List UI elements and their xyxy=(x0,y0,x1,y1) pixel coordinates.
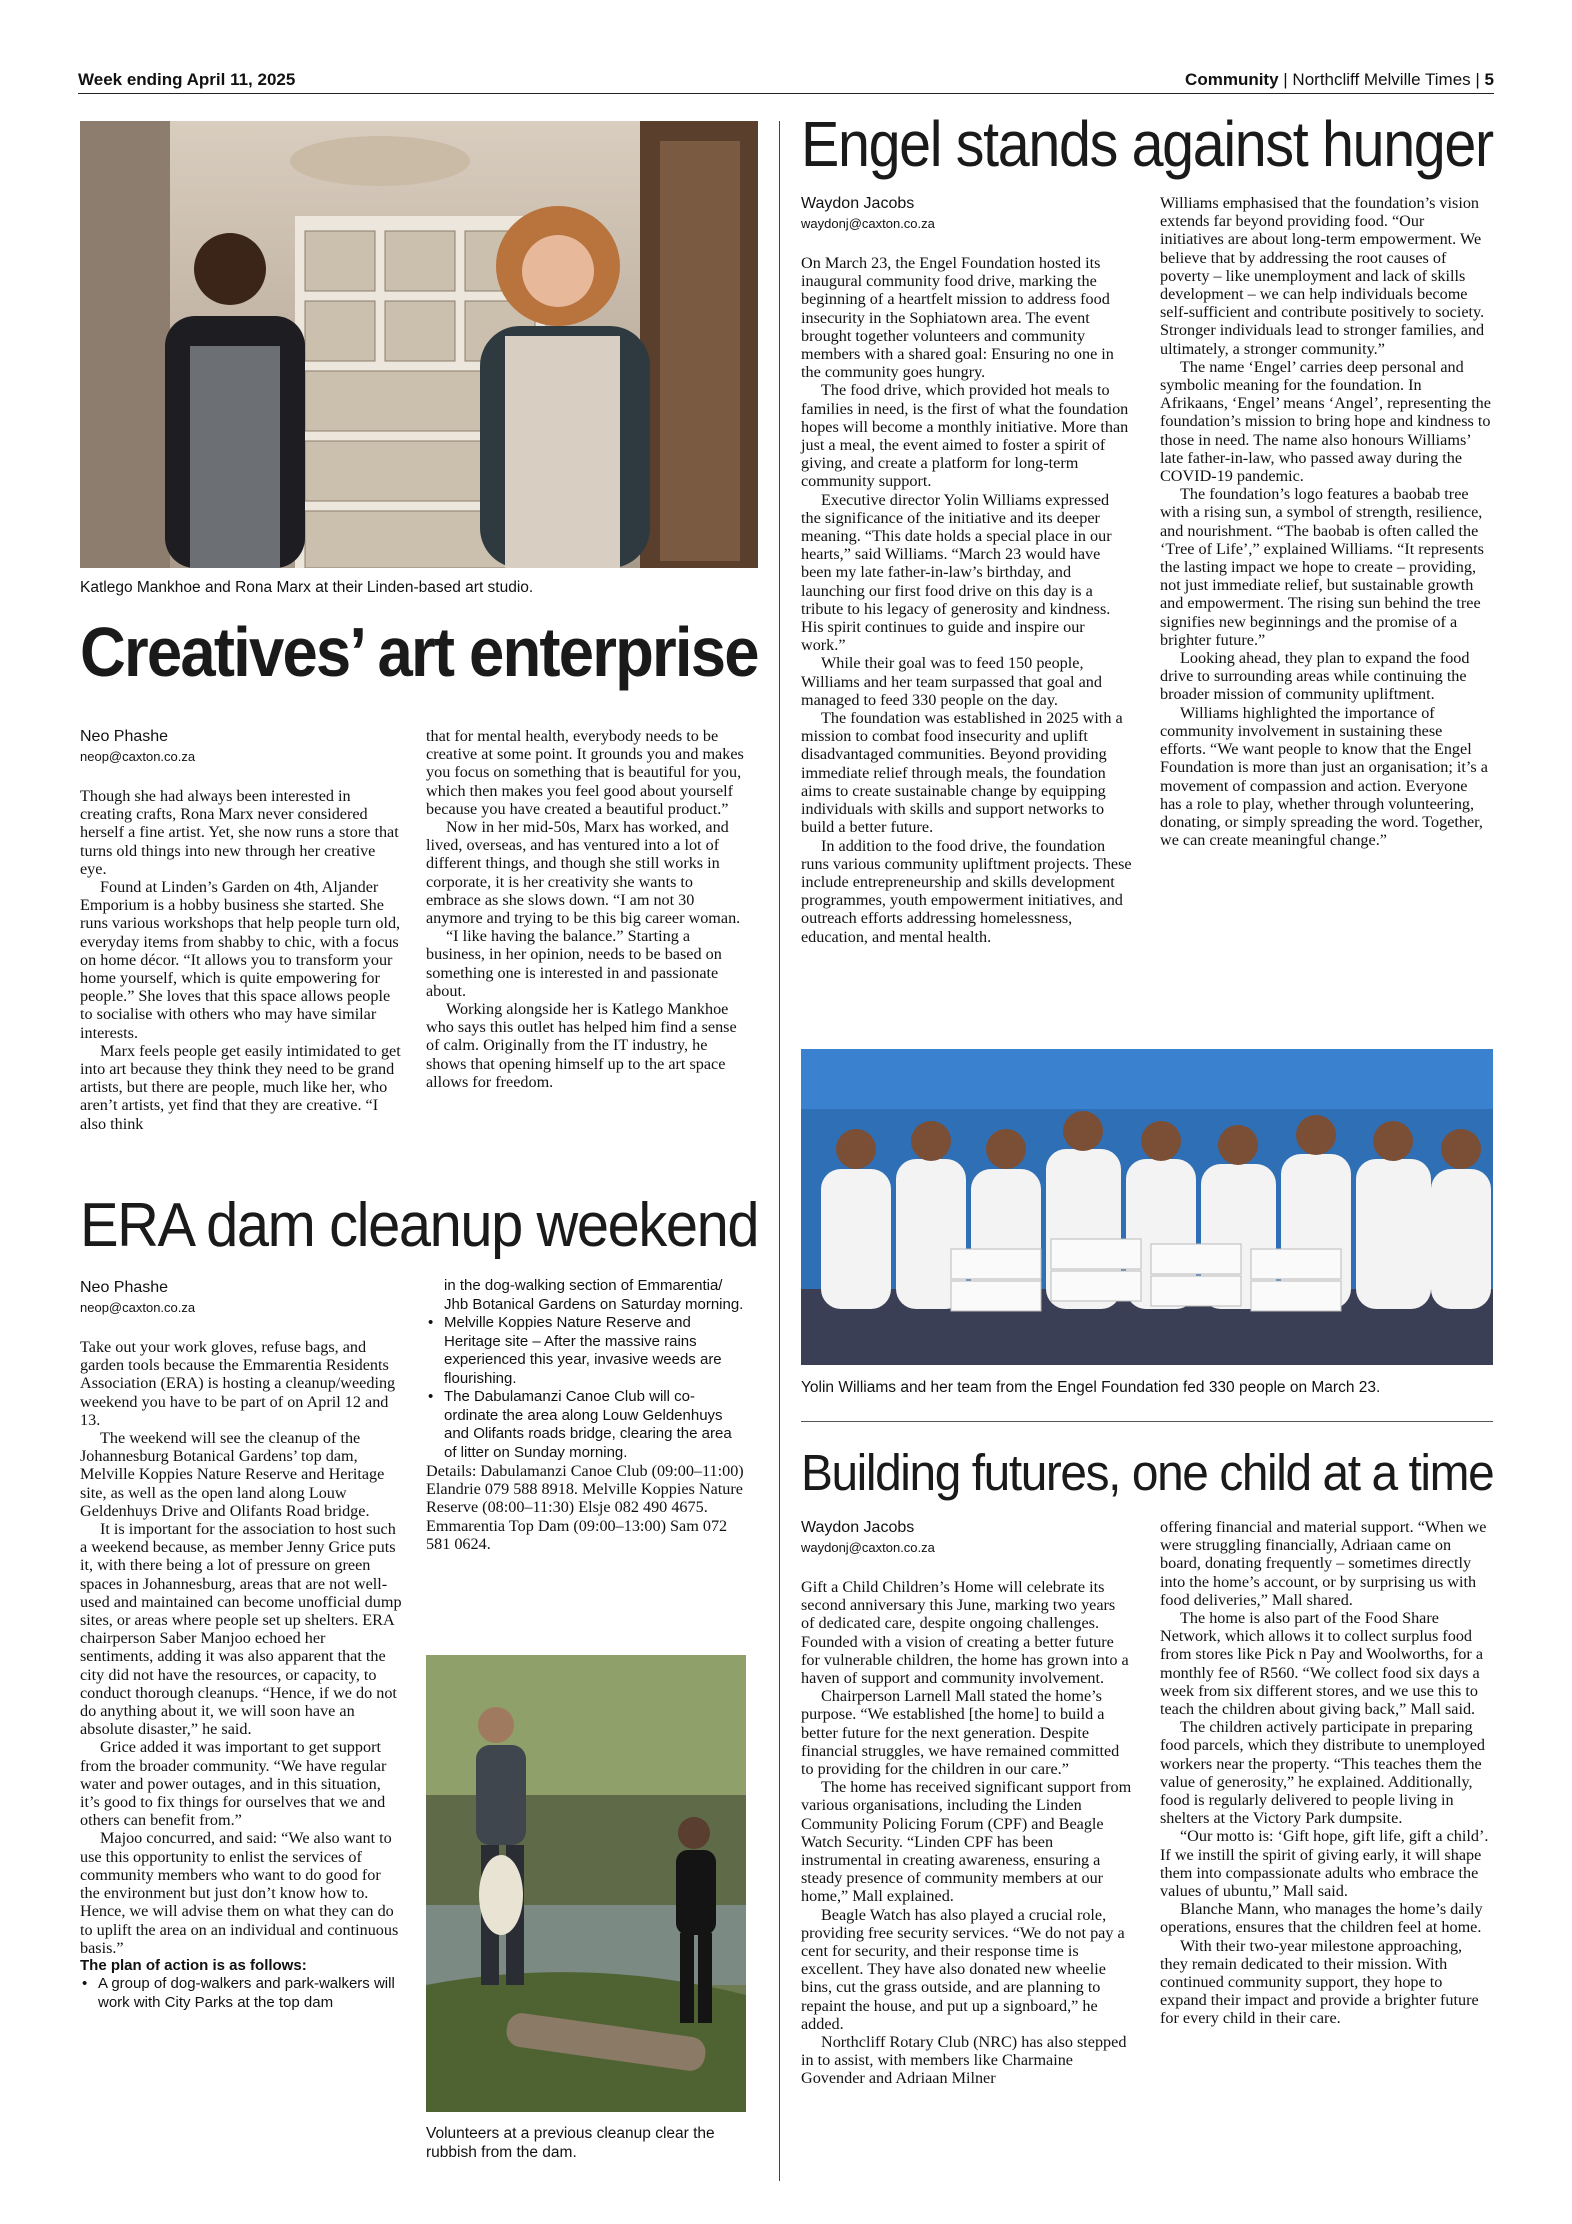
plan-list xyxy=(80,1975,402,2012)
headline-era-dam: ERA dam cleanup weekend xyxy=(80,1191,759,1260)
paragraph: The home is also part of the Food Share Network, which allows it to collect surplus food from stores like Pick n Pay and Woolworths, for a monthly fee of R560. “We collect food six days a week from six different stores, and we use this to teach the children about giving back,” Mall said. xyxy=(1160,1609,1483,1719)
paragraph: Working alongside her is Katlego Mankhoe who says this outlet has helped him find a sense of calm. Originally from the IT industry, he shows that opening himself up to the art space allows for freedom. xyxy=(426,1000,737,1091)
article3-column1 xyxy=(801,254,1132,946)
dam-cleanup-illustration xyxy=(426,1655,746,2112)
paragraph: Majoo concurred, and said: “We also want to use this opportunity to enlist the services of community members who want to do good for the environment but just don’t know how to. Hence, we will advise them on what they can do to uplift the area on an individual and continuous basis.” xyxy=(80,1829,399,1957)
paragraph: Beagle Watch has also played a crucial role, providing free security services. “We do not pay a cent for security, and their response time is excellent. They have also donated new wheelie bins, cut the grass outside, and are planning to repaint the house, and put up a signboard,” he added. xyxy=(801,1905,1125,2033)
article4-column1 xyxy=(801,1578,1132,2088)
paragraph: offering financial and material support. “When we were struggling financially, Adriaan came on board, donating frequently – sometimes directly into the home’s account, or by surprising us with food deliveries,” Mall shared. xyxy=(1160,1518,1487,1609)
plan-item: • A group of dog-walkers and park-walkers will work with City Parks at the top dam xyxy=(96,1975,402,2012)
paragraph: While their goal was to feed 150 people, Williams and her team surpassed that goal and managed to feed 330 people on the day. xyxy=(801,654,1102,709)
paragraph: With their two-year milestone approaching, they remain dedicated to their mission. With continued community support, they hope to expand their impact and provide a brighter future for every child in their care. xyxy=(1160,1936,1479,2028)
paragraph: “I like having the balance.” Starting a business, in her opinion, needs to be based on something one is interested in and passionate about. xyxy=(426,927,722,1000)
paragraph: The foundation was established in 2025 with a mission to combat food insecurity and uplift disadvantaged communities. Beyond providing immediate relief through meals, the foundation aims to create sustainable change by equipping individuals with skills and support networks to build a better future. xyxy=(801,709,1123,837)
column-rule xyxy=(779,121,780,2181)
art-studio-illustration xyxy=(80,121,758,568)
paragraph: Now in her mid-50s, Marx has worked, and lived, overseas, and has ventured into a lot of different things, and though she still works in corporate, it is her creativity she wants to embrace as she slows down. “I am not 30 anymore and trying to be this big career woman. xyxy=(426,818,741,928)
issue-date: Week ending April 11, 2025 xyxy=(78,70,296,89)
plan-item-continued: in the dog-walking section of Emmarentia/ Jhb Botanical Gardens on Saturday morning. xyxy=(444,1277,744,1313)
paragraph: The name ‘Engel’ carries deep personal and symbolic meaning for the foundation. In Afrikaans, ‘Engel’ means ‘Angel’, representing the foundation’s mission to bring hope and kindness to those in need. The name also honours Williams’ late father-in-law, who passed away during the COVID-19 pandemic. xyxy=(1160,357,1491,486)
page-header-section: Community | Northcliff Melville Times | 5 xyxy=(1185,70,1494,89)
art-photo-caption: Katlego Mankhoe and Rona Marx at their Linden-based art studio. xyxy=(80,579,534,596)
paragraph: “Our motto is: ‘Gift hope, gift life, gift a child’. If we instill the spirit of giving early, it will shape them into compassionate adults who embrace the values of ubuntu,” Mall said. xyxy=(1160,1827,1489,1901)
paragraph: Take out your work gloves, refuse bags, and garden tools because the Emmarentia Residents Association (ERA) is hosting a cleanup/weeding weekend you have to be part of on April 12 and 13. xyxy=(80,1338,396,1429)
article2-column1 xyxy=(80,1338,402,2012)
byline-email: waydonj@caxton.co.za xyxy=(801,216,935,231)
paragraph: Northcliff Rotary Club (NRC) has also stepped in to assist, with members like Charmaine Govender and Adriaan Milner xyxy=(801,2033,1127,2088)
paragraph: The food drive, which provided hot meals to families in need, is the first of what the foundation hopes will become a monthly initiative. More than just a meal, the event aimed to foster a spirit of giving, and create a platform for long-term community support. xyxy=(801,381,1129,491)
paragraph: Blanche Mann, who manages the home’s daily operations, ensures that the children feel at home. xyxy=(1160,1900,1483,1937)
header-rule xyxy=(78,93,1494,94)
article1-column2 xyxy=(426,727,748,1091)
paragraph: In addition to the food drive, the foundation runs various community upliftment projects. These include entrepreneurship and skills development programmes, youth empowerment initiatives, and outreach efforts addressing homelessness, education, and mental health. xyxy=(801,836,1132,946)
paragraph: The foundation’s logo features a baobab tree with a rising sun, a symbol of strength, resilience, and nourishment. “The baobab is often called the ‘Tree of Life’,” explained Williams. “It represents the lasting impact we hope to create – providing, not just immediate relief, but sustainable growth and empowerment. The rising sun behind the tree signifies new beginnings and the promise of a brighter future.” xyxy=(1160,485,1484,649)
byline-author: Waydon Jacobs xyxy=(801,195,915,212)
plan-list-continued xyxy=(426,1277,748,1462)
paragraph: Gift a Child Children’s Home will celebrate its second anniversary this June, marking two years of dedicated care, despite ongoing challenges. Founded with a vision of creating a better future for vulnerable children, the home has grown into a haven of support and community involvement. xyxy=(801,1578,1129,1688)
paragraph: Williams emphasised that the foundation’s vision extends far beyond providing food. “Our initiatives are about long-term empowerment. We believe that by addressing the root causes of poverty – like unemployment and lack of skills development – we can help individuals become self-sufficient and contribute positively to society. Stronger individuals lead to stronger families, and ultimately, a stronger community.” xyxy=(1160,194,1485,358)
byline-email: waydonj@caxton.co.za xyxy=(801,1540,935,1555)
byline-author: Neo Phashe xyxy=(80,728,169,745)
paragraph: The weekend will see the cleanup of the Johannesburg Botanical Gardens’ top dam, Melville Koppies Nature Reserve and Heritage site, as well as the open land along Louw Geldenhuys Drive and Olifants Road bridge. xyxy=(80,1429,385,1520)
paragraph: It is important for the association to host such a weekend because, as member Jenny Grice puts it, with there being a lot of pressure on green spaces in Johannesburg, areas that are not well-used and maintained can become unofficial dump sites, or areas where people set up shelters. ERA chairperson Saber Manjoo echoed her sentiments, adding it was also apparent that the city did not have the resources, or capacity, to conduct thorough cleanups. “Hence, if we do not do anything about it, we will soon have an absolute disaster,” he said. xyxy=(80,1520,402,1739)
plan-item: • Melville Koppies Nature Reserve and Heritage site – After the massive rains experienced this year, invasive weeds are flourishing. xyxy=(442,1314,748,1388)
page-number: 5 xyxy=(1484,70,1494,89)
paragraph: that for mental health, everybody needs to be creative at some point. It grounds you and makes you focus on something that is beautiful for you, which then makes you feel good about yourself because you have created a beautiful product.” xyxy=(426,727,744,818)
engel-team-photo xyxy=(801,1049,1493,1365)
article4-column2 xyxy=(1160,1518,1492,2028)
paragraph: Marx feels people get easily intimidated to get into art because they think they need to be grand artists, but there are people, much like her, who aren’t artists, yet find that they are creative. “I also think xyxy=(80,1041,401,1133)
engel-photo-caption: Yolin Williams and her team from the Engel Foundation fed 330 people on March 23. xyxy=(801,1379,1381,1396)
headline-building-futures: Building futures, one child at a time xyxy=(801,1444,1494,1501)
paragraph: On March 23, the Engel Foundation hosted its inaugural community food drive, marking the beginning of a heartfelt mission to address food insecurity in the Sophiatown area. The event brought together volunteers and community members with a shared goal: Ensuring no one in the community goes hungry. xyxy=(801,254,1114,382)
paragraph: Though she had always been interested in creating crafts, Rona Marx never considered herself a fine artist. Yet, she now runs a store that turns old things into new through her creative eye. xyxy=(80,787,399,878)
paragraph: Executive director Yolin Williams expressed the significance of the initiative and its deeper meaning. “This date holds a special place in our hearts,” said Williams. “March 23 would have been my late father-in-law’s birthday, and launching our first food drive on this day is a tribute to his legacy of generosity and kindness. His spirit continues to guide and inspire our work.” xyxy=(801,490,1112,655)
paragraph: The children actively participate in preparing food parcels, which they distribute to unemployed workers near the property. “This teaches them the value of generosity,” he explained. Additionally, food is regularly delivered to people living in shelters at the Victory Park dumpsite. xyxy=(1160,1718,1486,1828)
details-paragraph: Details: Dabulamanzi Canoe Club (09:00–11:00) Elandrie 079 588 8918. Melville Koppies Nature Reserve (08:00–11:30) Elsje 082 490 4675. Emmarentia Top Dam (09:00–13:00) Sam 072 581 0624. xyxy=(426,1462,744,1553)
plan-item: • The Dabulamanzi Canoe Club will co-ordinate the area along Louw Geldenhuys and Olifants roads bridge, clearing the area of litter on Sunday morning. xyxy=(442,1388,748,1462)
byline-email: neop@caxton.co.za xyxy=(80,749,196,764)
article1-column1 xyxy=(80,787,402,1133)
headline-engel: Engel stands against hunger xyxy=(801,108,1493,180)
byline-email: neop@caxton.co.za xyxy=(80,1300,196,1315)
newspaper-name: Northcliff Melville Times xyxy=(1292,70,1471,89)
section-divider xyxy=(801,1421,1493,1422)
dam-cleanup-photo xyxy=(426,1655,746,2112)
paragraph: Grice added it was important to get support from the broader community. “We have regular water and power outages, and in this situation, it’s good to fix things for ourselves that we and others can benefit from.” xyxy=(80,1738,387,1830)
byline-author: Waydon Jacobs xyxy=(801,1519,915,1536)
byline-author: Neo Phashe xyxy=(80,1279,169,1296)
art-studio-photo xyxy=(80,121,758,568)
dam-photo-caption: Volunteers at a previous cleanup clear the rubbish from the dam. xyxy=(426,2125,715,2161)
paragraph: Chairperson Larnell Mall stated the home’s purpose. “We established [the home] to build a better future for the next generation. Despite financial struggles, we have remained committed to providing for the children in our care.” xyxy=(801,1687,1120,1779)
article3-column2 xyxy=(1160,194,1492,849)
paragraph: Looking ahead, they plan to expand the food drive to surrounding areas while continuing the broader mission of community upliftment. xyxy=(1160,649,1470,704)
article2-column2 xyxy=(426,1277,748,1553)
headline-creatives: Creatives’ art enterprise xyxy=(80,613,758,691)
paragraph: Found at Linden’s Garden on 4th, Aljander Emporium is a hobby business she started. She runs various workshops that help people turn old, everyday items from shabby to chic, with a focus on home décor. “It allows you to transform your home yourself, which is quite empowering for people.” She loves that this space allows people to socialise with others who may have similar interests. xyxy=(80,878,401,1042)
paragraph: Williams highlighted the importance of community involvement in sustaining these efforts. “We want people to know that the Engel Foundation is more than just an organisation; it’s a movement of compassion and action. Everyone has a role to play, whether through volunteering, donating, or simply spreading the word. Together, we can create meaningful change.” xyxy=(1160,703,1488,850)
engel-team-illustration xyxy=(801,1049,1493,1365)
section-name: Community xyxy=(1185,70,1279,89)
plan-heading: The plan of action is as follows: xyxy=(80,1956,307,1974)
paragraph: The home has received significant support from various organisations, including the Linden Community Policing Forum (CPF) and Beagle Watch Security. “Linden CPF has been instrumental in creating awareness, ensuring a steady presence of community members at our home,” Mall explained. xyxy=(801,1778,1132,1906)
